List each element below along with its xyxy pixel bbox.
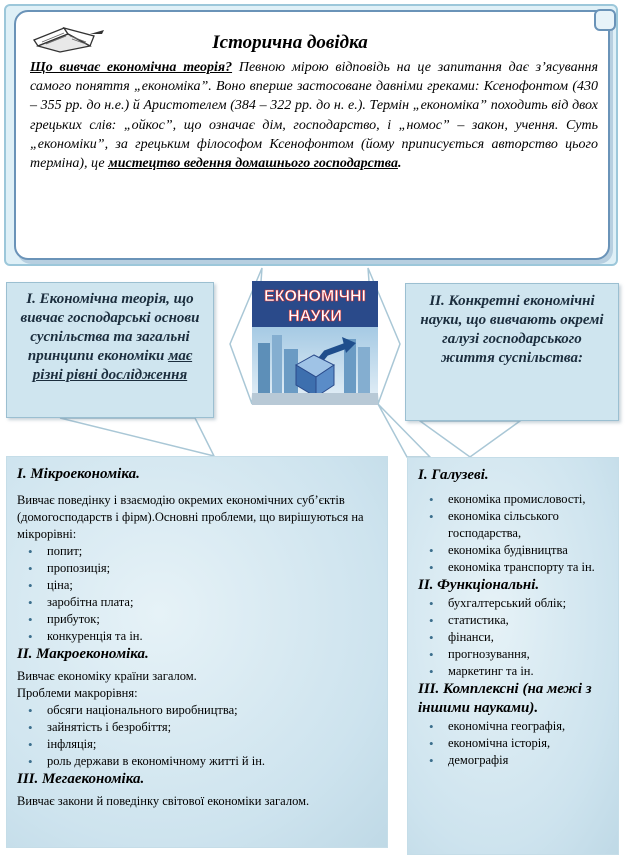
list-item: • прибуток; xyxy=(17,611,377,628)
micro-title: І. Мікроекономіка. xyxy=(17,466,140,482)
list-item: • ціна; xyxy=(17,577,377,594)
list-item: • роль держави в економічному житті й ін. xyxy=(17,753,377,770)
list-item: • економіка промисловості, xyxy=(418,491,608,508)
mega-title: III. Мегаекономіка. xyxy=(17,771,145,787)
intro-question: Що вивчає економічна теорія? xyxy=(30,60,233,75)
macro-text1: Вивчає економіку країни загалом. xyxy=(17,669,197,683)
list-item: • економічна географія, xyxy=(418,718,608,735)
list-item: • фінанси, xyxy=(418,629,608,646)
image-label-line2: НАУКИ xyxy=(288,308,342,325)
list-item: • заробітна плата; xyxy=(17,594,377,611)
list-item: • бухгалтерський облік; xyxy=(418,595,608,612)
list-item: • попит; xyxy=(17,543,377,560)
functional-title: ІІ. Функціональні. xyxy=(418,577,540,593)
list-item: • конкуренція та ін. xyxy=(17,628,377,645)
economic-theory-text: I. Економічна теорія, що вивчає господарські основи суспільства та загальні принципи економіки xyxy=(20,291,200,364)
branch-items xyxy=(418,491,608,576)
intro-conclusion: мистецтво ведення домашнього господарства xyxy=(108,156,398,172)
complex-title: ІІІ. Комплексні (на межі з іншими науками). xyxy=(418,681,592,716)
list-item: • економіка будівництва xyxy=(418,542,608,559)
image-label-line1: ЕКОНОМІЧНІ xyxy=(264,288,366,305)
micro-text: Вивчає поведінку і взаємодію окремих економічних суб’єктів (домогосподарств і фірм).Основні проблеми, що вирішуються на мікрорівні: xyxy=(17,493,364,541)
micro-items xyxy=(17,543,377,645)
macro-title: ІІ. Макроекономіка. xyxy=(17,646,149,662)
list-item: • економіка транспорту та ін. xyxy=(418,559,608,576)
intro-period: . xyxy=(397,156,402,172)
economic-theory-box xyxy=(6,282,214,418)
functional-items xyxy=(418,595,608,680)
list-item: • зайнятість і безробіття; xyxy=(17,719,377,736)
list-item: • прогнозування, xyxy=(418,646,608,663)
economic-theory-levels: має різні рівні дослідження xyxy=(32,348,193,383)
list-item: • економічна історія, xyxy=(418,735,608,752)
list-item: • обсяги національного виробництва; xyxy=(17,702,377,719)
list-item: • інфляція; xyxy=(17,736,377,753)
page-title: Історична довідка xyxy=(212,32,368,53)
applied-sciences-text: II. Конкретні економічні науки, що вивчають окремі галузі господарського життя суспільства: xyxy=(420,293,604,366)
economic-theory-levels-list xyxy=(6,456,388,848)
list-item: • маркетинг та ін. xyxy=(418,663,608,680)
branch-title: І. Галузеві. xyxy=(418,467,489,483)
list-item: • пропозиція; xyxy=(17,560,377,577)
list-item: • статистика, xyxy=(418,612,608,629)
applied-sciences-box xyxy=(405,283,619,421)
economic-sciences-image xyxy=(252,281,378,405)
mega-text: Вивчає закони й поведінку світової економіки загалом. xyxy=(17,794,310,808)
list-item: • демографія xyxy=(418,752,608,769)
macro-text2: Проблеми макрорівня: xyxy=(17,686,138,700)
list-item: • економіка сільського господарства, xyxy=(418,508,608,542)
intro-body: Певною мірою відповідь на це запитання дає з’ясування самого поняття „економіка”. Воно вперше застосоване давніми греками: Ксенофонтом (430 – 355 рр. до н.е.) й Аристотелем (384 – 322 рр. до н. е.). Термін „економіка” походить від двох грецьких слів: „ойкос”, що означає дім, господарство, і „номос” – закон, учення. Суть „економіки”, за грецьким філософом Ксенофонтом (йому приписується авторство цього терміна), це xyxy=(30,60,598,172)
applied-sciences-list xyxy=(407,457,619,855)
complex-items xyxy=(418,718,608,769)
macro-items xyxy=(17,702,377,770)
